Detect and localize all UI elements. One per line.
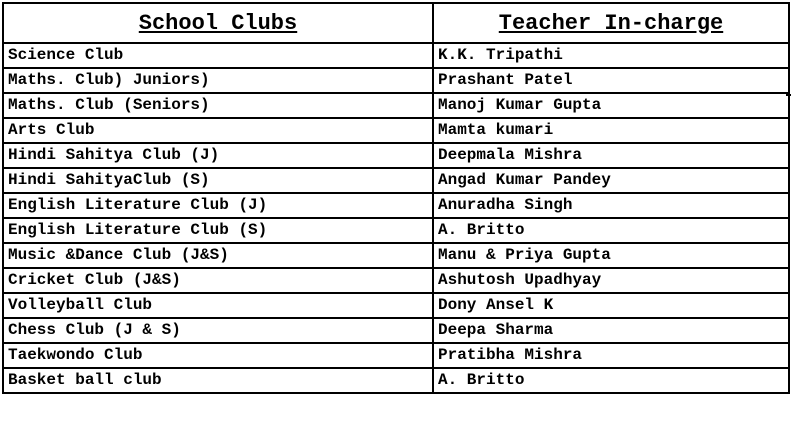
table-row — [3, 343, 789, 368]
column-header-teacher-in-charge: Teacher In-charge — [433, 3, 789, 43]
club-name-cell: Maths. Club (Seniors) — [3, 93, 433, 118]
teacher-name-cell: Dony Ansel K — [433, 293, 789, 318]
table-row — [3, 118, 789, 143]
club-name-cell: Music &Dance Club (J&S) — [3, 243, 433, 268]
club-name-cell: Chess Club (J & S) — [3, 318, 433, 343]
table-row — [3, 43, 789, 68]
club-name-cell: Arts Club — [3, 118, 433, 143]
teacher-name-cell: Manoj Kumar Gupta — [433, 93, 789, 118]
club-name-cell: Hindi Sahitya Club (J) — [3, 143, 433, 168]
teacher-name-cell: Anuradha Singh — [433, 193, 789, 218]
club-name-cell: Volleyball Club — [3, 293, 433, 318]
teacher-name-cell: Pratibha Mishra — [433, 343, 789, 368]
club-name-cell: Basket ball club — [3, 368, 433, 393]
table-row — [3, 243, 789, 268]
club-name-cell: English Literature Club (S) — [3, 218, 433, 243]
column-header-school-clubs: School Clubs — [3, 3, 433, 43]
teacher-name-cell: Deepmala Mishra — [433, 143, 789, 168]
teacher-name-cell: Mamta kumari — [433, 118, 789, 143]
club-name-cell: Science Club — [3, 43, 433, 68]
stray-border-segment — [786, 94, 791, 96]
teacher-name-cell: Ashutosh Upadhyay — [433, 268, 789, 293]
table-row — [3, 68, 789, 93]
teacher-name-cell: K.K. Tripathi — [433, 43, 789, 68]
teacher-name-cell: Angad Kumar Pandey — [433, 168, 789, 193]
table-row — [3, 368, 789, 393]
table-row — [3, 268, 789, 293]
table-row — [3, 318, 789, 343]
teacher-name-cell: A. Britto — [433, 368, 789, 393]
teacher-name-cell: A. Britto — [433, 218, 789, 243]
club-name-cell: English Literature Club (J) — [3, 193, 433, 218]
table-header-row — [3, 3, 789, 43]
teacher-name-cell: Prashant Patel — [433, 68, 789, 93]
club-name-cell: Maths. Club) Juniors) — [3, 68, 433, 93]
club-name-cell: Cricket Club (J&S) — [3, 268, 433, 293]
table-row — [3, 193, 789, 218]
teacher-name-cell: Manu & Priya Gupta — [433, 243, 789, 268]
table-row — [3, 293, 789, 318]
school-clubs-table — [2, 2, 790, 394]
club-name-cell: Taekwondo Club — [3, 343, 433, 368]
table-row — [3, 168, 789, 193]
table-row — [3, 218, 789, 243]
teacher-name-cell: Deepa Sharma — [433, 318, 789, 343]
club-name-cell: Hindi SahityaClub (S) — [3, 168, 433, 193]
table-row — [3, 93, 789, 118]
table-row — [3, 143, 789, 168]
